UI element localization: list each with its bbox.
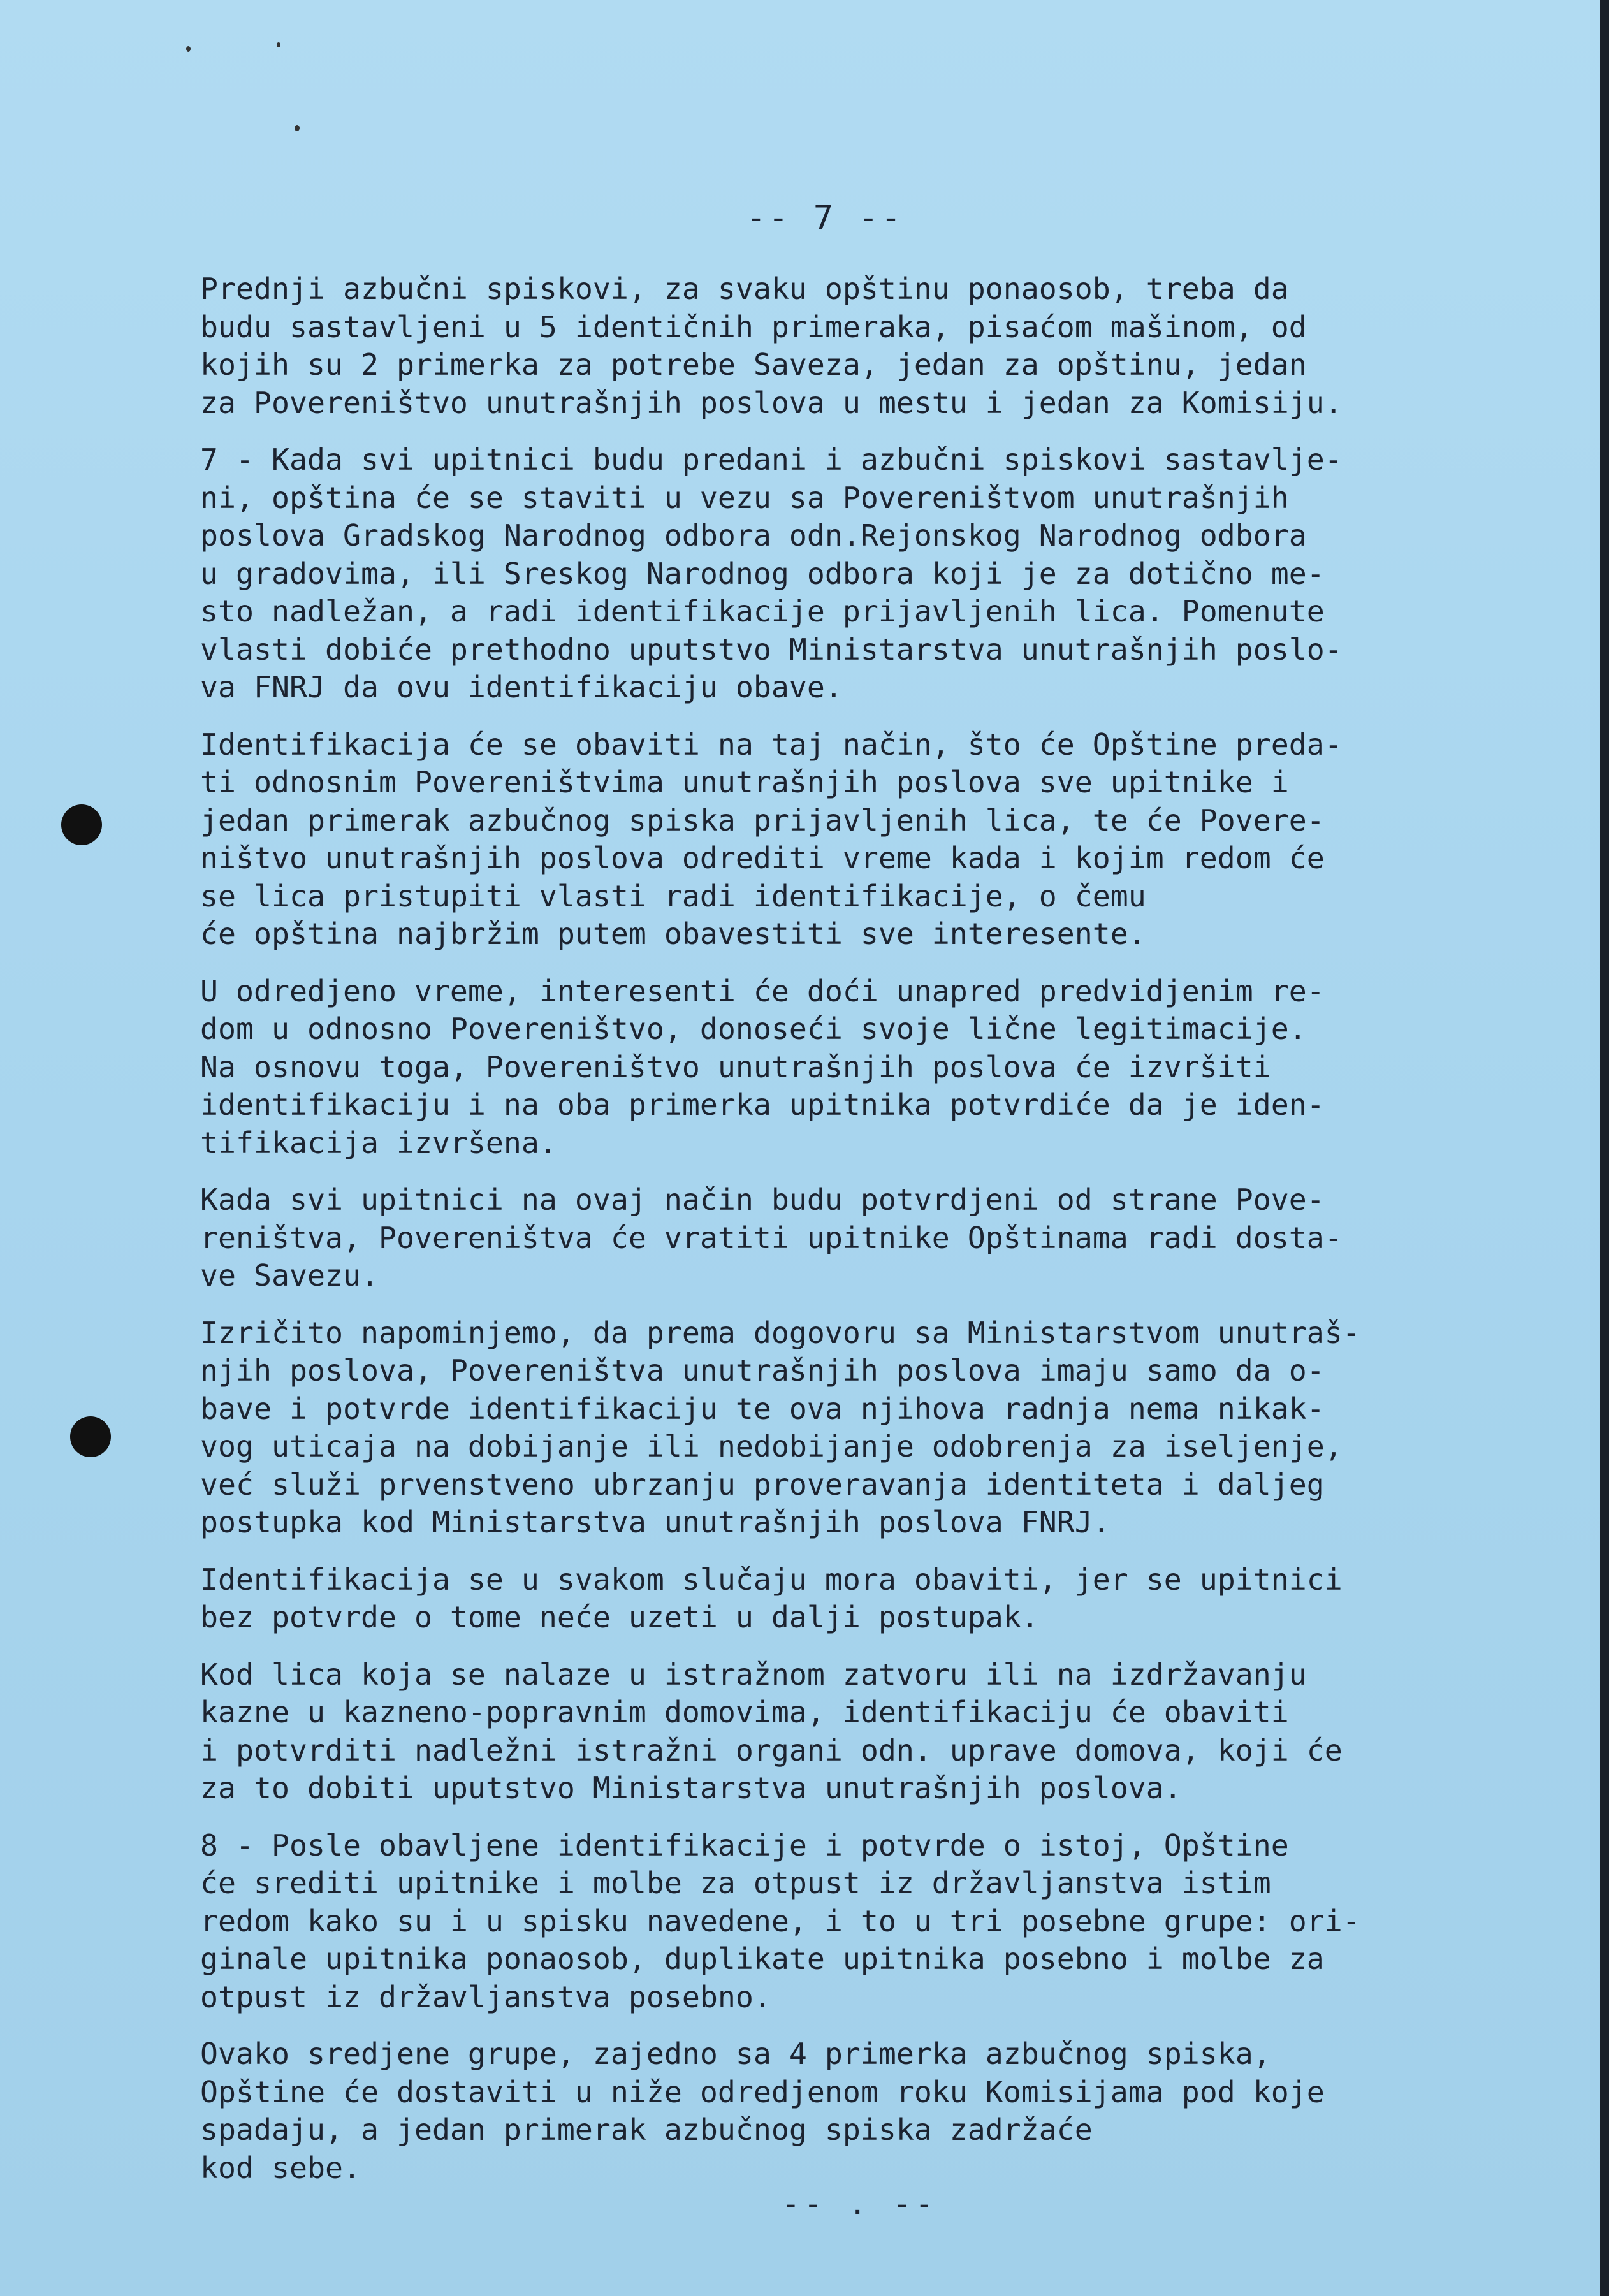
- page-number: -- 7 --: [746, 199, 904, 237]
- text-line: Identifikacija će se obaviti na taj način, što će Opštine preda-: [200, 727, 1343, 762]
- text-line: dom u odnosno Povereništvo, donoseći svoje lične legitimacije.: [200, 1012, 1307, 1046]
- ink-speck: [295, 125, 300, 131]
- text-line: tifikacija izvršena.: [200, 1125, 557, 1160]
- text-line: poslova Gradskog Narodnog odbora odn.Rejonskog Narodnog odbora: [200, 518, 1307, 553]
- text-line: 8 - Posle obavljene identifikacije i potvrde o istoj, Opštine: [200, 1827, 1289, 1863]
- text-line: jedan primerak azbučnog spiska prijavljenih lica, te će Povere-: [200, 803, 1325, 838]
- text-line: Kod lica koja se nalaze u istražnom zatvoru ili na izdržavanju: [200, 1657, 1307, 1692]
- text-line: Ovako sredjene grupe, zajedno sa 4 primerka azbučnog spiska,: [200, 2037, 1271, 2071]
- text-line: u gradovima, ili Sreskog Narodnog odbora koji je za dotično me-: [200, 556, 1325, 591]
- text-line: Identifikacija se u svakom slučaju mora obaviti, jer se upitnici: [200, 1562, 1343, 1597]
- text-line: ni, opština će se staviti u vezu sa Povereništvom unutrašnjih: [200, 480, 1289, 515]
- paragraph: [200, 1827, 1488, 2017]
- paragraph: [200, 1656, 1488, 1808]
- text-line: će opština najbržim putem obavestiti sve interesente.: [200, 917, 1146, 951]
- text-line: za Povereništvo unutrašnjih poslova u mestu i jedan za Komisiju.: [200, 385, 1343, 420]
- text-line: ti odnosnim Povereništvima unutrašnjih poslova sve upitnike i: [200, 765, 1289, 799]
- ink-speck: [277, 42, 280, 47]
- text-line: bez potvrde o tome neće uzeti u dalji postupak.: [200, 1600, 1039, 1634]
- paragraph: [200, 1314, 1488, 1542]
- page-footer-mark: -- . --: [782, 2186, 938, 2222]
- text-line: se lica pristupiti vlasti radi identifikacije, o čemu: [200, 878, 1146, 913]
- text-line: kojih su 2 primerka za potrebe Saveza, jedan za opštinu, jedan: [200, 347, 1307, 382]
- text-line: ve Savezu.: [200, 1258, 379, 1293]
- text-line: 7 - Kada svi upitnici budu predani i azbučni spiskovi sastavlje-: [200, 442, 1343, 477]
- paragraph: [200, 270, 1488, 422]
- text-line: Kada svi upitnici na ovaj način budu potvrdjeni od strane Pove-: [200, 1182, 1325, 1217]
- text-line: kazne u kazneno-popravnim domovima, identifikaciju će obaviti: [200, 1695, 1289, 1729]
- punch-hole-upper: [61, 804, 102, 845]
- text-line: va FNRJ da ovu identifikaciju obave.: [200, 670, 843, 704]
- text-line: već služi prvenstveno ubrzanju proveravanja identiteta i daljeg: [200, 1467, 1325, 1502]
- paragraph: [200, 973, 1488, 1163]
- text-line: budu sastavljeni u 5 identičnih primeraka, pisaćom mašinom, od: [200, 309, 1307, 344]
- text-line: i potvrditi nadležni istražni organi odn. uprave domova, koji će: [200, 1733, 1343, 1768]
- paragraph: [200, 441, 1488, 707]
- document-body: [200, 270, 1488, 2206]
- text-line: identifikaciju i na oba primerka upitnika potvrdiće da je iden-: [200, 1087, 1325, 1122]
- text-line: njih poslova, Povereništva unutrašnjih poslova imaju samo da o-: [200, 1353, 1325, 1388]
- paragraph: [200, 1561, 1488, 1637]
- punch-hole-lower: [70, 1416, 111, 1457]
- text-line: vlasti dobiće prethodno uputstvo Ministarstva unutrašnjih poslo-: [200, 632, 1343, 667]
- text-line: sto nadležan, a radi identifikacije prijavljenih lica. Pomenute: [200, 594, 1325, 628]
- text-line: Opštine će dostaviti u niže odredjenom roku Komisijama pod koje: [200, 2074, 1325, 2109]
- text-line: U odredjeno vreme, interesenti će doći unapred predvidjenim re-: [200, 973, 1325, 1008]
- text-line: će srediti upitnike i molbe za otpust iz državljanstva istim: [200, 1866, 1271, 1900]
- text-line: vog uticaja na dobijanje ili nedobijanje odobrenja za iseljenje,: [200, 1429, 1343, 1464]
- text-line: Prednji azbučni spiskovi, za svaku opštinu ponaosob, treba da: [200, 272, 1289, 306]
- text-line: reništva, Povereništva će vratiti upitnike Opštinama radi dosta-: [200, 1220, 1343, 1255]
- text-line: ginale upitnika ponaosob, duplikate upitnika posebno i molbe za: [200, 1942, 1325, 1976]
- ink-speck: [186, 46, 191, 52]
- text-line: bave i potvrde identifikaciju te ova njihova radnja nema nikak-: [200, 1391, 1325, 1426]
- text-line: za to dobiti uputstvo Ministarstva unutrašnjih poslova.: [200, 1771, 1182, 1805]
- binding-edge: [1600, 0, 1609, 2296]
- text-line: kod sebe.: [200, 2150, 361, 2185]
- text-line: ništvo unutrašnjih poslova odrediti vreme kada i kojim redom će: [200, 841, 1325, 875]
- text-line: redom kako su i u spisku navedene, i to u tri posebne grupe: ori-: [200, 1903, 1360, 1938]
- text-line: spadaju, a jedan primerak azbučnog spiska zadržaće: [200, 2112, 1093, 2147]
- text-line: postupka kod Ministarstva unutrašnjih poslova FNRJ.: [200, 1505, 1110, 1539]
- paragraph: [200, 726, 1488, 954]
- text-line: Izričito napominjemo, da prema dogovoru sa Ministarstvom unutraš-: [200, 1315, 1360, 1350]
- text-line: otpust iz državljanstva posebno.: [200, 1979, 771, 2014]
- text-line: Na osnovu toga, Povereništvo unutrašnjih poslova će izvršiti: [200, 1049, 1271, 1084]
- paragraph: [200, 1181, 1488, 1295]
- paragraph: [200, 2035, 1488, 2187]
